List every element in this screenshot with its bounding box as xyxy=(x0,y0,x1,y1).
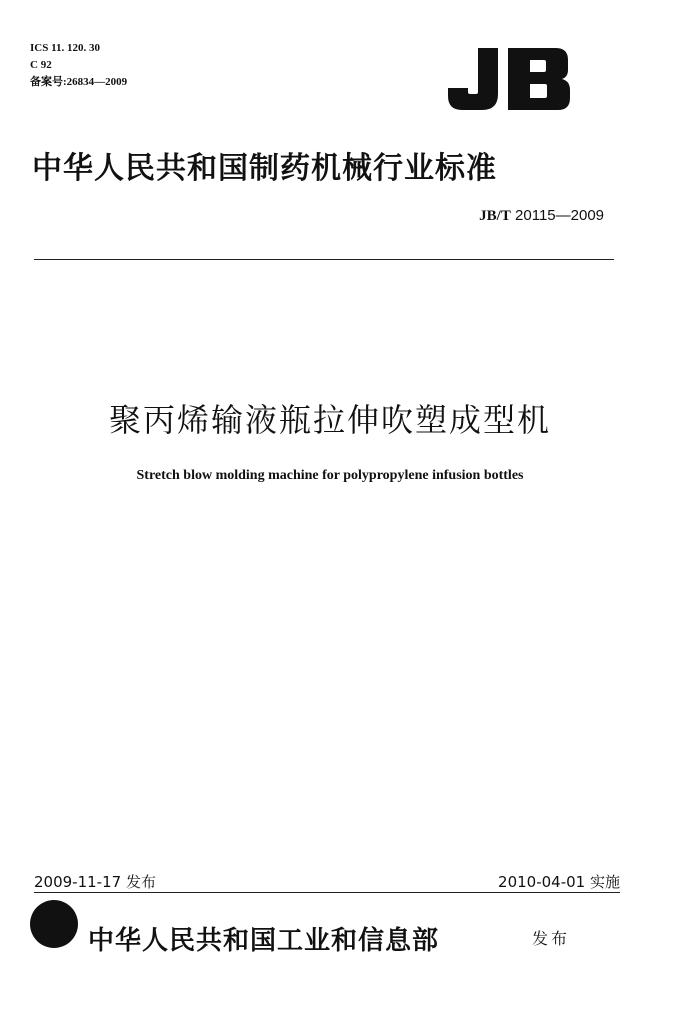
document-title-english: Stretch blow molding machine for polypropylene infusion bottles xyxy=(136,468,524,483)
classification-block xyxy=(30,40,127,91)
issuer-suffix: 发布 xyxy=(532,929,571,948)
jb-logo xyxy=(448,48,570,110)
standard-code: 20115—2009 xyxy=(515,207,604,224)
bottom-divider xyxy=(34,892,620,893)
ics-code: ICS 11. 120. 30 xyxy=(30,42,100,54)
implement-date: 2010-04-01 实施 xyxy=(498,873,620,891)
standard-prefix: JB/T xyxy=(479,208,511,224)
record-number: 备案号:26834—2009 xyxy=(30,76,128,88)
standard-number xyxy=(479,207,604,225)
document-title-chinese: 聚丙烯输液瓶拉伸吹塑成型机 xyxy=(108,401,551,439)
seal-emblem-icon xyxy=(30,900,78,948)
class-code: C 92 xyxy=(30,59,52,71)
industry-standard-title: 中华人民共和国制药机械行业标准 xyxy=(32,151,497,186)
publish-date: 2009-11-17 发布 xyxy=(34,873,156,891)
issuing-authority: 中华人民共和国工业和信息部 xyxy=(88,926,440,956)
top-divider xyxy=(34,259,614,260)
